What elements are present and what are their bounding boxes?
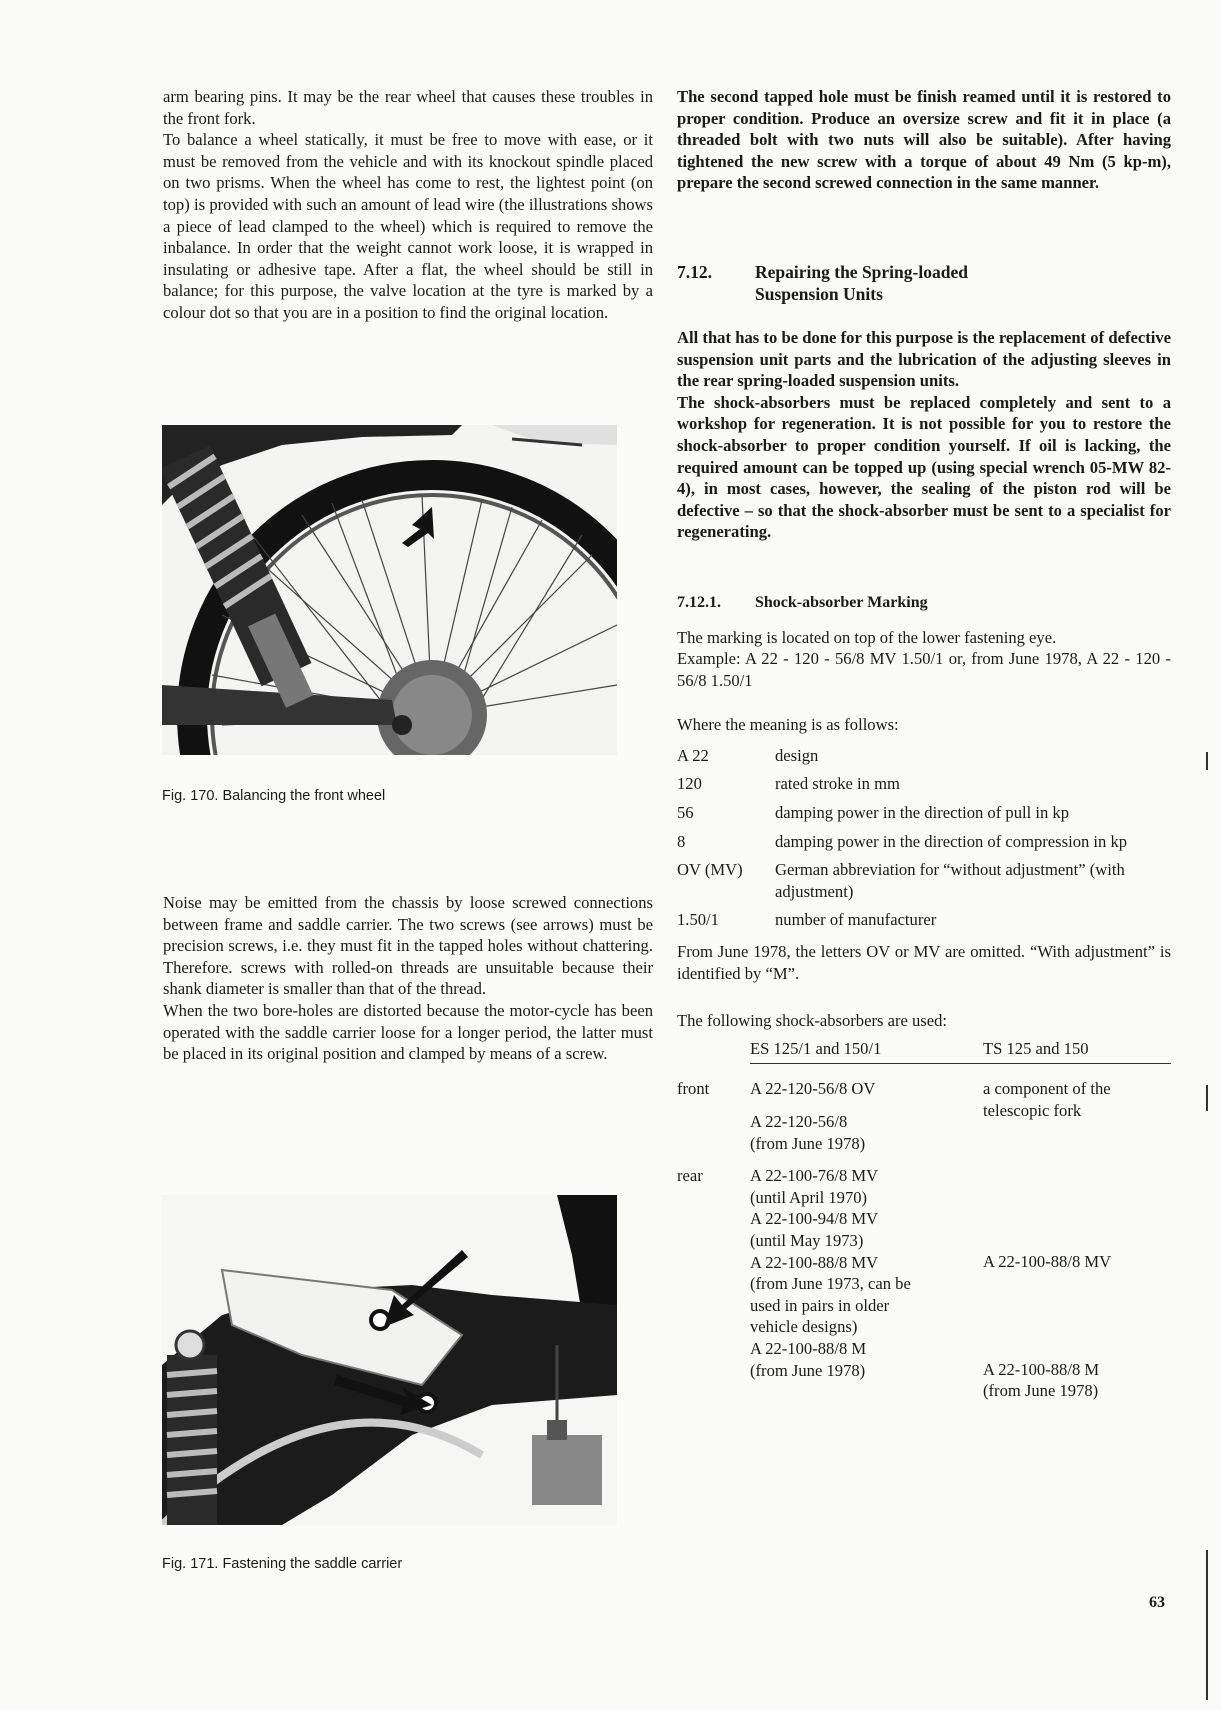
rear-es-3b: (from June 1973, can be used in pairs in older vehicle designs) bbox=[750, 1274, 911, 1337]
meaning-key: A 22 bbox=[677, 745, 709, 765]
left-column-lower bbox=[163, 892, 653, 1065]
front-ts-cell: a component of the telescopic fork bbox=[983, 1079, 1111, 1120]
section-title-line-2: Suspension Units bbox=[755, 283, 883, 304]
page-number: 63 bbox=[1149, 1594, 1165, 1611]
meaning-row bbox=[677, 859, 1171, 902]
left-paragraph-3: Noise may be emitted from the chassis by loose screwed connections between frame and saddle carrier. The two screws (see arrows) must be precision screws, i.e. they must fit in the tapped holes without chattering. Therefore. screws with rolled-on threads are unsuitable because their shank diameter is smaller than that of the thread. bbox=[163, 893, 653, 999]
meaning-value: German abbreviation for “without adjustment” (with adjustment) bbox=[775, 860, 1125, 901]
subsection-number: 7.12.1. bbox=[677, 593, 721, 611]
rear-ts-spacer bbox=[983, 1165, 1171, 1251]
rear-es-2b: (until May 1973) bbox=[750, 1230, 864, 1250]
figure-170-photo bbox=[162, 425, 617, 755]
section-title bbox=[755, 261, 968, 305]
row-label-front: front bbox=[677, 1078, 710, 1098]
subsection-heading bbox=[677, 592, 1171, 614]
meaning-key: 56 bbox=[677, 803, 694, 823]
meaning-value: rated stroke in mm bbox=[775, 774, 900, 794]
rear-ts-spacer bbox=[983, 1273, 1171, 1359]
rear-es-cell bbox=[750, 1154, 983, 1402]
scan-edge-mark bbox=[1206, 1085, 1208, 1111]
rear-ts-4: A 22-100-88/8 M bbox=[983, 1359, 1100, 1379]
right-paragraph-5: Example: A 22 - 120 - 56/8 MV 1.50/1 or, from June 1978, A 22 - 120 - 56/8 1.50/1 bbox=[677, 649, 1171, 690]
shock-absorber-table bbox=[677, 1038, 1171, 1402]
right-paragraph-6: From June 1978, the letters OV or MV are omitted. “With adjustment” is identified by “M”. bbox=[677, 942, 1171, 983]
meaning-key: 120 bbox=[677, 774, 702, 794]
rear-es-2: A 22-100-94/8 MV bbox=[750, 1209, 879, 1229]
table-header-row bbox=[677, 1038, 1171, 1064]
table-row bbox=[677, 1154, 1171, 1402]
meaning-intro: Where the meaning is as follows: bbox=[677, 715, 899, 735]
table-header-es: ES 125/1 and 150/1 bbox=[750, 1038, 983, 1064]
scan-edge-mark bbox=[1206, 1550, 1208, 1700]
figure-170-caption: Fig. 170. Balancing the front wheel bbox=[162, 788, 386, 804]
meaning-value: design bbox=[775, 745, 819, 765]
meaning-key: 8 bbox=[677, 831, 686, 851]
table-row bbox=[677, 1064, 1171, 1154]
left-paragraph-1: arm bearing pins. It may be the rear wheel that causes these troubles in the front fork. bbox=[163, 87, 653, 128]
meaning-row bbox=[677, 773, 1171, 795]
meaning-key: 1.50/1 bbox=[677, 910, 719, 930]
figure-171-photo bbox=[162, 1195, 617, 1525]
rear-ts-4b: (from June 1978) bbox=[983, 1381, 1099, 1401]
rear-es-3: A 22-100-88/8 MV bbox=[750, 1252, 879, 1272]
table-header-empty bbox=[677, 1038, 750, 1064]
scan-edge-mark bbox=[1206, 752, 1208, 770]
right-paragraph-2: All that has to be done for this purpose is the replacement of defective suspension unit parts and the lubrication of the adjusting sleeves in the rear spring-loaded suspension units. bbox=[677, 327, 1171, 391]
meaning-row bbox=[677, 831, 1171, 853]
meaning-row bbox=[677, 802, 1171, 824]
meaning-value: damping power in the direction of compression in kp bbox=[775, 831, 1128, 851]
rear-ts-cell bbox=[983, 1154, 1171, 1402]
front-es-1: A 22-120-56/8 OV bbox=[750, 1079, 876, 1099]
rear-ts-3: A 22-100-88/8 MV bbox=[983, 1252, 1112, 1272]
left-paragraph-2: To balance a wheel statically, it must be free to move with ease, or it must be removed from the vehicle and with its knockout spindle placed on two prisms. When the wheel has come to rest, the lightest point (on top) is provided with such an amount of lead wire (the illustrations shows a piece of lead clamped to the wheel) which is required to remove the inbalance. In order that the weight cannot work loose, it is wrapped in insulating or adhesive tape. After a flat, the wheel should be still in balance; for this purpose, the valve location at the tyre is marked by a colour dot so that you are in a position to find the original location. bbox=[163, 130, 653, 322]
front-es-2b: (from June 1978) bbox=[750, 1133, 866, 1153]
wheel-illustration bbox=[162, 425, 617, 755]
table-header-ts: TS 125 and 150 bbox=[983, 1038, 1171, 1064]
left-column bbox=[163, 86, 653, 324]
section-heading bbox=[677, 261, 1171, 305]
meaning-value: number of manufacturer bbox=[775, 910, 937, 930]
used-intro: The following shock-absorbers are used: bbox=[677, 1011, 948, 1031]
meaning-value: damping power in the direction of pull in kp bbox=[775, 803, 1070, 823]
section-number: 7.12. bbox=[677, 261, 712, 282]
right-paragraph-1: The second tapped hole must be finish reamed until it is restored to proper condition. Produce an oversize screw and fit it in place (a threaded bolt with two nuts will also be suitable). After having tightened the new screw with a torque of about 49 Nm (5 kp-m), prepare the second screwed connection in the same manner. bbox=[677, 87, 1171, 193]
right-column bbox=[677, 86, 1171, 1402]
subsection-title: Shock-absorber Marking bbox=[755, 593, 928, 611]
figure-171-caption: Fig. 171. Fastening the saddle carrier bbox=[162, 1556, 403, 1572]
meaning-row bbox=[677, 909, 1171, 931]
rear-es-1: A 22-100-76/8 MV bbox=[750, 1166, 879, 1186]
row-label-rear: rear bbox=[677, 1166, 703, 1186]
front-es-2: A 22-120-56/8 bbox=[750, 1112, 848, 1131]
rear-es-4b: (from June 1978) bbox=[750, 1360, 866, 1380]
front-es-cell bbox=[750, 1064, 983, 1154]
rear-es-1b: (until April 1970) bbox=[750, 1187, 868, 1207]
meanings-list bbox=[677, 745, 1171, 931]
rear-es-4: A 22-100-88/8 M bbox=[750, 1338, 867, 1358]
right-paragraph-3: The shock-absorbers must be replaced completely and sent to a workshop for regeneration. It is not possible for you to restore the shock-absorber to proper condition yourself. If oil is lacking, the required amount can be topped up (using special wrench 05-MW 82-4), in most cases, however, the sealing of the piston rod will be defective – so that the shock-absorber must be sent to a specialist for regenerating. bbox=[677, 392, 1171, 542]
meaning-key: OV (MV) bbox=[677, 860, 743, 880]
saddle-carrier-illustration bbox=[162, 1195, 617, 1525]
right-paragraph-4: The marking is located on top of the lower fastening eye. bbox=[677, 627, 1057, 647]
left-paragraph-4: When the two bore-holes are distorted because the motor-cycle has been operated with the saddle carrier loose for a longer period, the latter must be placed in its original position and clamped by means of a screw. bbox=[163, 1000, 653, 1064]
meaning-row bbox=[677, 745, 1171, 767]
section-title-line-1: Repairing the Spring-loaded bbox=[755, 261, 968, 282]
